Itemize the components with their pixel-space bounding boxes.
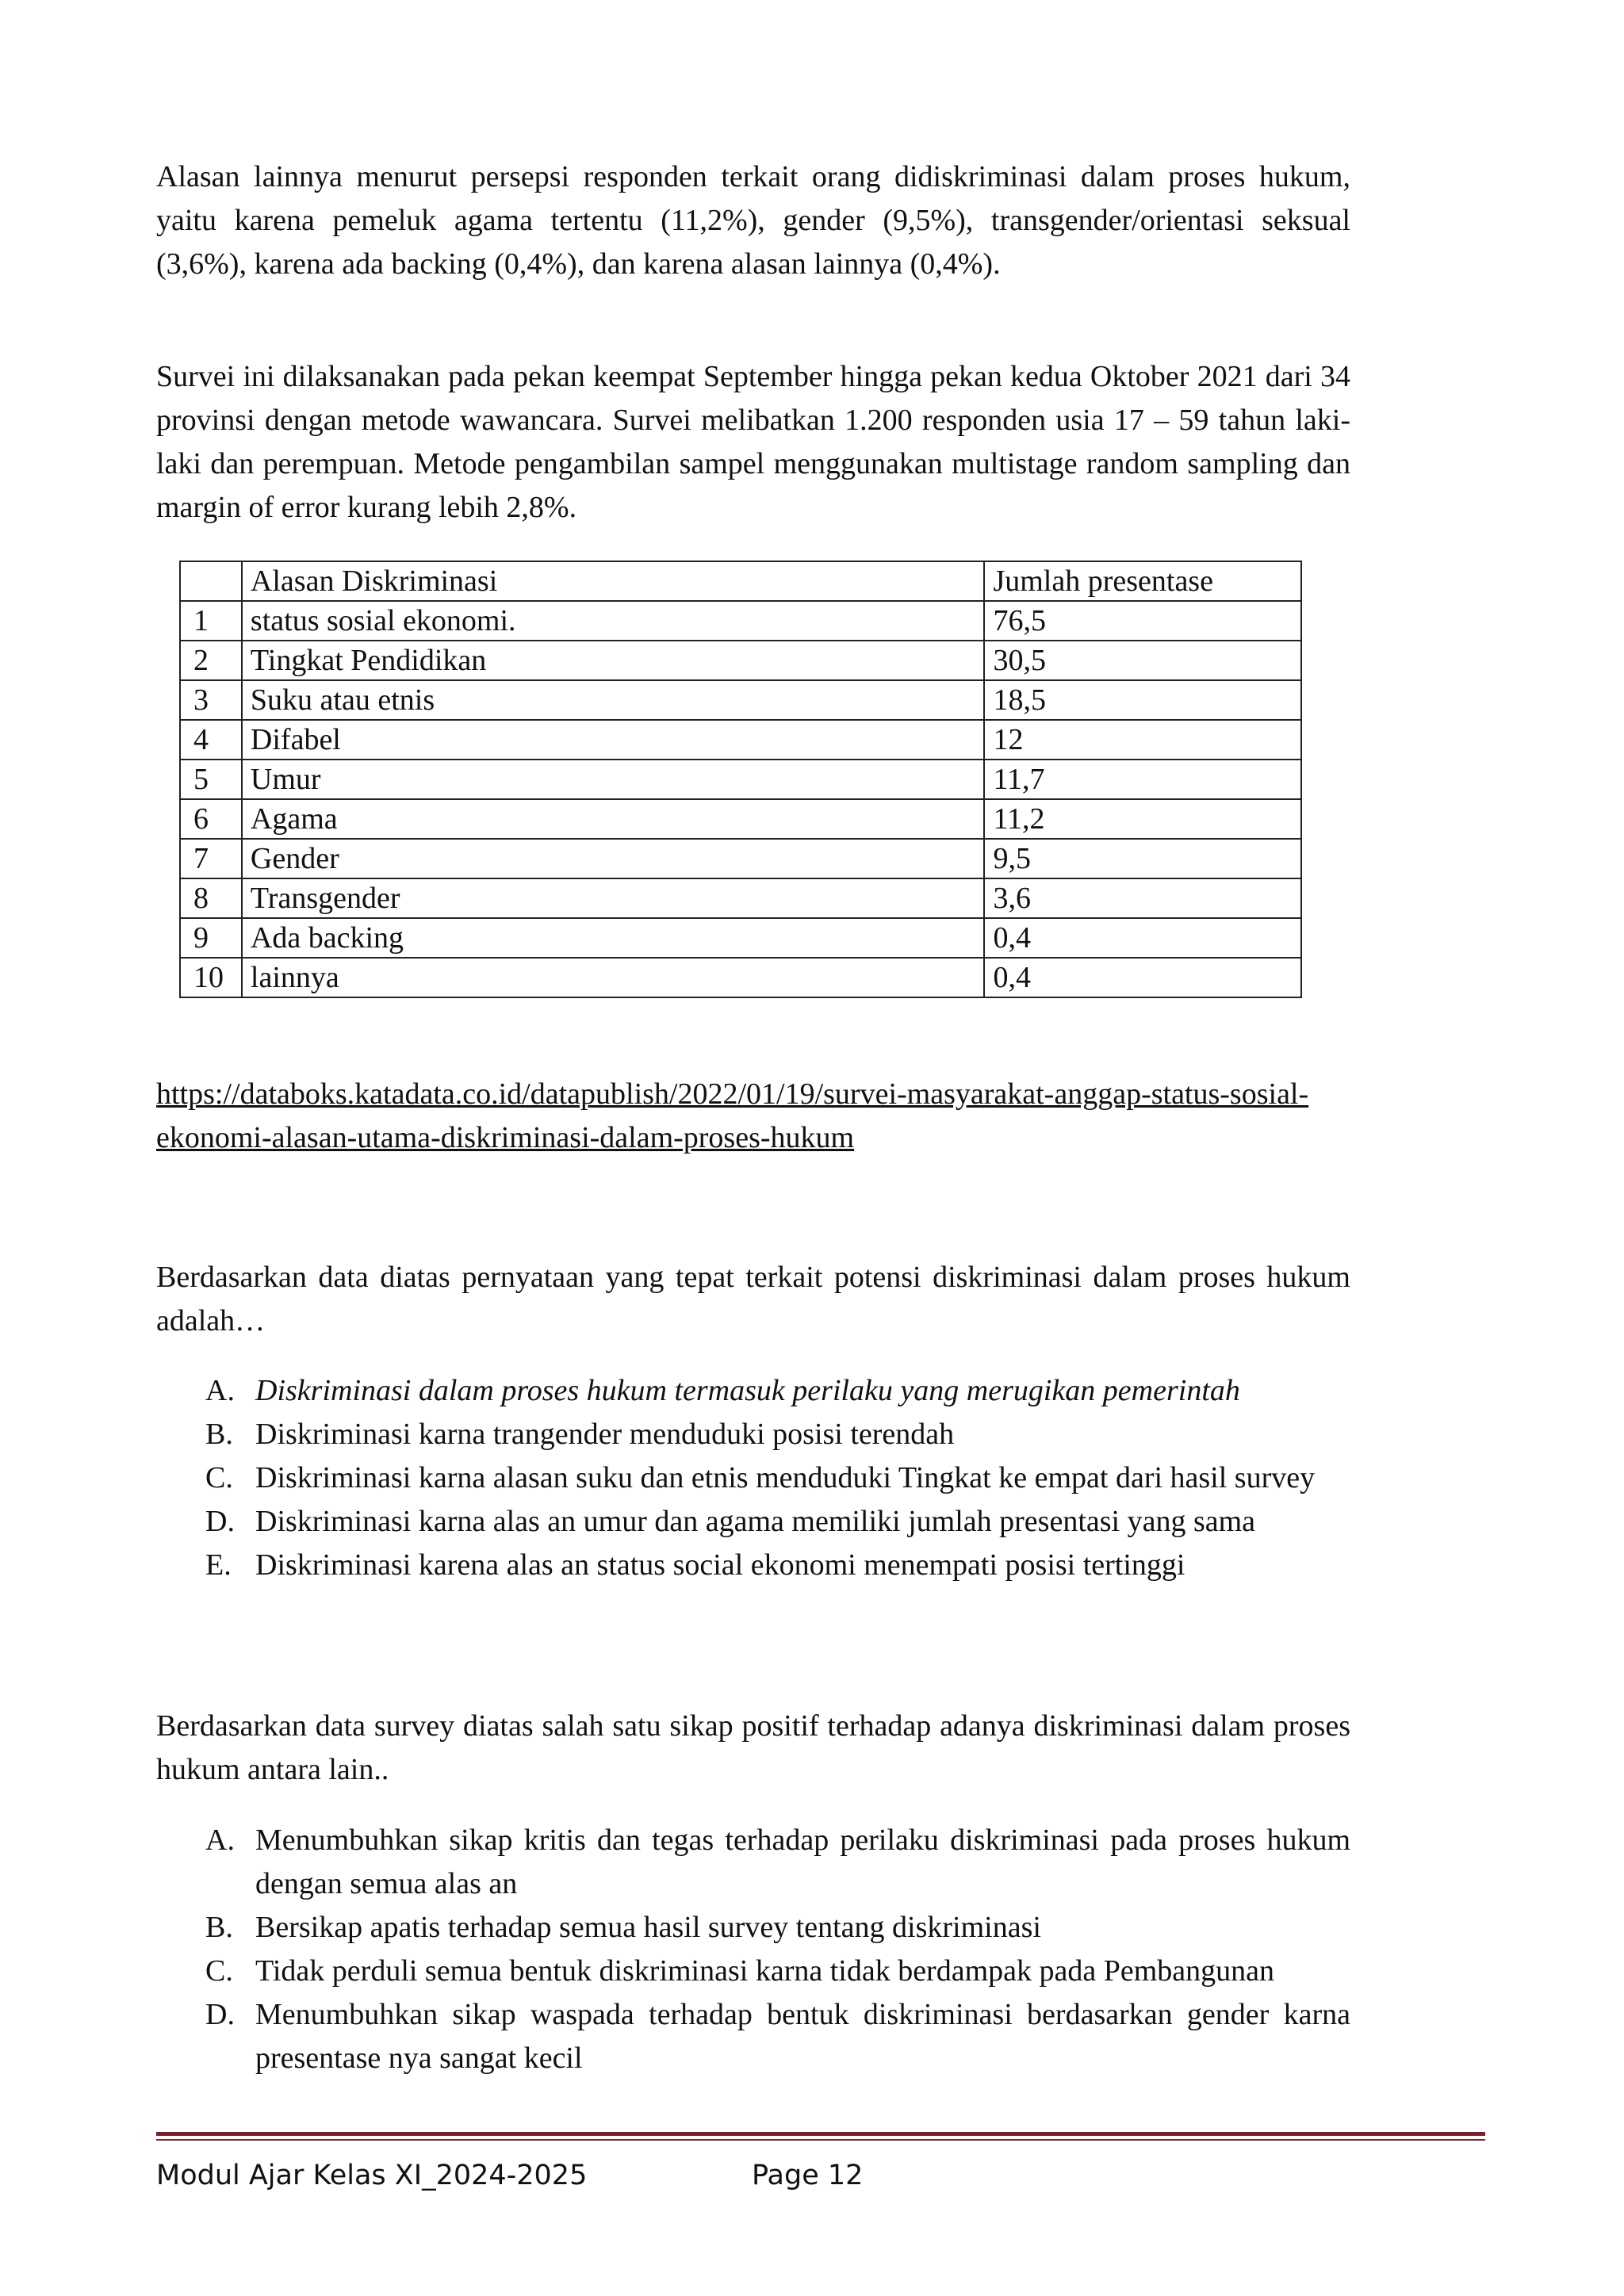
option-letter: D. <box>205 1998 235 2031</box>
question-1-prompt: Berdasarkan data diatas pernyataan yang tepat terkait potensi diskriminasi dalam proses hukum adalah… <box>156 1261 1350 1337</box>
row-no: 9 <box>180 918 242 958</box>
row-no: 6 <box>180 799 242 839</box>
option-text: Diskriminasi karna alasan suku dan etnis menduduki Tingkat ke empat dari hasil survey <box>255 1461 1316 1494</box>
question-2-prompt: Berdasarkan data survey diatas salah satu sikap positif terhadap adanya diskriminasi dalam proses hukum antara lain.. <box>156 1709 1350 1786</box>
row-reason: Ada backing <box>242 918 985 958</box>
row-no: 5 <box>180 760 242 799</box>
row-reason: status sosial ekonomi. <box>242 601 985 641</box>
option-item <box>156 1906 1350 1950</box>
row-value: 76,5 <box>984 601 1301 641</box>
paragraph-metode-survei: Survei ini dilaksanakan pada pekan keempat September hingga pekan kedua Oktober 2021 dari 34 provinsi dengan metode wawancara. Survei melibatkan 1.200 responden usia 17 – 59 tahun laki-laki dan perempuan. Metode pengambilan sampel menggunakan multistage random sampling dan margin of error kurang lebih 2,8%. <box>156 360 1350 524</box>
footer-divider-thin <box>156 2139 1485 2141</box>
row-reason: Suku atau etnis <box>242 680 985 720</box>
option-text: Tidak perduli semua bentuk diskriminasi karna tidak berdampak pada Pembangunan <box>255 1954 1275 1988</box>
row-value: 18,5 <box>984 680 1301 720</box>
row-reason: Umur <box>242 760 985 799</box>
row-value: 0,4 <box>984 958 1301 997</box>
table-row <box>180 760 1301 799</box>
option-letter: E. <box>205 1548 232 1582</box>
row-reason: Tingkat Pendidikan <box>242 641 985 680</box>
table-row <box>180 878 1301 918</box>
option-letter: B. <box>205 1911 233 1944</box>
source-link[interactable]: https://databoks.katadata.co.id/datapublish/2022/01/19/survei-masyarakat-anggap-status-sosial-ekonomi-alasan-utama-diskriminasi-dalam-proses-hukum <box>156 1077 1309 1154</box>
row-no: 1 <box>180 601 242 641</box>
table-row <box>180 918 1301 958</box>
table-row <box>180 799 1301 839</box>
footer-divider-thick <box>156 2132 1485 2136</box>
option-text: Diskriminasi karna trangender menduduki posisi terendah <box>255 1418 955 1451</box>
option-text: Diskriminasi karna alas an umur dan agama memiliki jumlah presentasi yang sama <box>255 1505 1256 1538</box>
option-letter: C. <box>205 1461 233 1494</box>
row-value: 11,2 <box>984 799 1301 839</box>
table-row <box>180 680 1301 720</box>
row-no: 10 <box>180 958 242 997</box>
header-no <box>180 561 242 601</box>
option-letter: A. <box>205 1374 235 1407</box>
row-value: 30,5 <box>984 641 1301 680</box>
table-row <box>180 839 1301 878</box>
row-no: 8 <box>180 878 242 918</box>
table-row <box>180 958 1301 997</box>
row-no: 3 <box>180 680 242 720</box>
footer-module-title: Modul Ajar Kelas XI_2024-2025 <box>156 2160 588 2191</box>
option-item <box>156 1500 1350 1544</box>
option-letter: C. <box>205 1954 233 1988</box>
option-text: Diskriminasi karena alas an status social ekonomi menempati posisi tertinggi <box>255 1548 1185 1582</box>
option-item <box>156 1819 1350 1906</box>
option-item <box>156 1950 1350 1993</box>
option-letter: B. <box>205 1418 233 1451</box>
option-text: Menumbuhkan sikap kritis dan tegas terhadap perilaku diskriminasi pada proses hukum dengan semua alas an <box>255 1823 1350 1900</box>
row-reason: lainnya <box>242 958 985 997</box>
footer-page-number: Page 12 <box>752 2160 864 2191</box>
row-value: 0,4 <box>984 918 1301 958</box>
table-row <box>180 720 1301 760</box>
row-reason: Difabel <box>242 720 985 760</box>
row-no: 7 <box>180 839 242 878</box>
question-2-options <box>156 1819 1350 2080</box>
table-row <box>180 641 1301 680</box>
row-reason: Gender <box>242 839 985 878</box>
row-value: 12 <box>984 720 1301 760</box>
option-text: Diskriminasi dalam proses hukum termasuk perilaku yang merugikan pemerintah <box>255 1374 1240 1407</box>
option-text: Bersikap apatis terhadap semua hasil survey tentang diskriminasi <box>255 1911 1041 1944</box>
discrimination-table <box>179 561 1302 998</box>
option-letter: D. <box>205 1505 235 1538</box>
table-row <box>180 601 1301 641</box>
option-text: Menumbuhkan sikap waspada terhadap bentuk diskriminasi berdasarkan gender karna presentase nya sangat kecil <box>255 1998 1350 2075</box>
option-item <box>156 1456 1350 1500</box>
row-value: 3,6 <box>984 878 1301 918</box>
row-no: 2 <box>180 641 242 680</box>
header-value: Jumlah presentase <box>984 561 1301 601</box>
option-item <box>156 1993 1350 2080</box>
option-item <box>156 1413 1350 1456</box>
question-1-options <box>156 1369 1350 1587</box>
row-no: 4 <box>180 720 242 760</box>
row-reason: Transgender <box>242 878 985 918</box>
row-value: 11,7 <box>984 760 1301 799</box>
row-value: 9,5 <box>984 839 1301 878</box>
option-item <box>156 1369 1350 1413</box>
table-header-row <box>180 561 1301 601</box>
header-reason: Alasan Diskriminasi <box>242 561 985 601</box>
paragraph-alasan-lainnya: Alasan lainnya menurut persepsi responden terkait orang didiskriminasi dalam proses hukum, yaitu karena pemeluk agama tertentu (11,2%), gender (9,5%), transgender/orientasi seksual (3,6%), karena ada backing (0,4%), dan karena alasan lainnya (0,4%). <box>156 160 1350 281</box>
row-reason: Agama <box>242 799 985 839</box>
option-letter: A. <box>205 1823 235 1857</box>
option-item <box>156 1544 1350 1587</box>
